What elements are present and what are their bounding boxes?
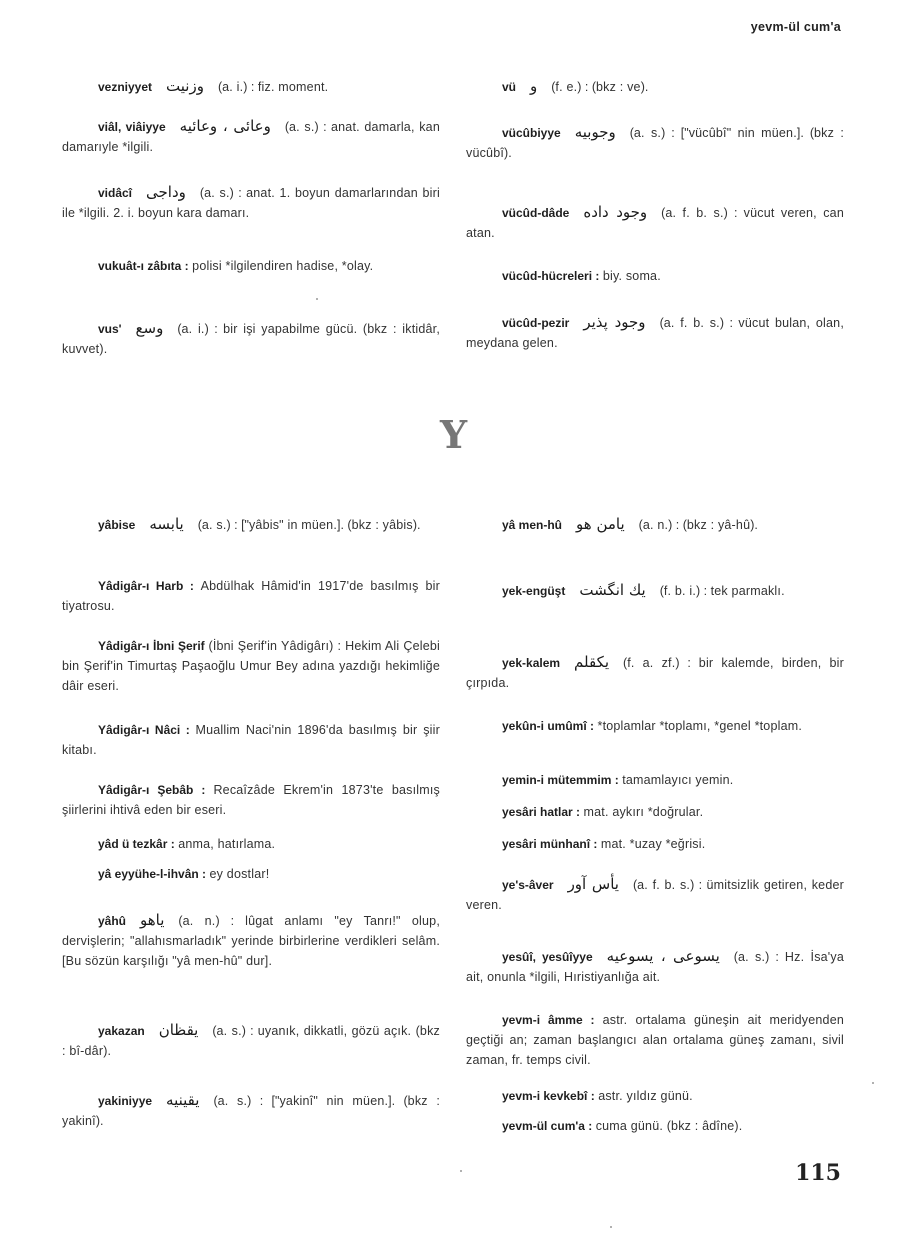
definition: astr. yıldız günü. — [598, 1089, 693, 1103]
definition: astr. ortalama güneşin ait meridyenden geçtiği an; zaman başlangıcı alan ortalama güneş zamanı, sivil zaman, fr. temps civil. — [466, 1013, 845, 1067]
headword: yâd ü tezkâr : — [98, 837, 175, 851]
headword: vezniyyet — [98, 80, 153, 94]
arabic-script: وداجى — [146, 183, 186, 201]
scan-speck — [610, 1226, 612, 1228]
running-head: yevm-ül cum'a — [750, 20, 841, 34]
arabic-script: يابسه — [149, 515, 184, 533]
arabic-script: يقظان — [158, 1021, 199, 1039]
arabic-script: ياهو — [140, 911, 165, 929]
headword: yesâri münhanî : — [502, 837, 598, 851]
headword: yakiniyye — [98, 1094, 153, 1108]
headword: vidâcî — [98, 186, 133, 200]
arabic-script: وجود داده — [583, 203, 648, 221]
headword: Yâdigâr-ı Nâci : — [98, 723, 190, 737]
headword: ye's-âver — [502, 878, 554, 892]
headword: yek-engüşt — [502, 584, 566, 598]
definition: (f. a. zf.) : bir kalemde, birden, bir çırpıda. — [466, 656, 844, 690]
definition: biy. soma. — [602, 269, 661, 283]
dictionary-entry — [62, 1090, 440, 1131]
definition: (a. s.) : ["yakinî" nin müen.]. (bkz : yakinî). — [62, 1094, 440, 1128]
definition: (a. s.) : ["yâbis" in müen.]. (bkz : yâbis). — [197, 518, 421, 532]
dictionary-entry — [466, 802, 844, 822]
dictionary-entry — [466, 312, 844, 353]
arabic-script: يامن هو — [576, 515, 625, 533]
headword: Yâdigâr-ı İbni Şerif — [98, 639, 205, 653]
arabic-script: وجوبيه — [574, 123, 616, 141]
arabic-script: يأس آور — [567, 875, 619, 893]
headword: vücûd-pezir — [502, 316, 570, 330]
arabic-script: وعائى ، وعائيه — [179, 117, 271, 135]
definition: ey dostlar! — [209, 867, 270, 881]
definition: (a. f. b. s.) : vücut veren, can atan. — [466, 206, 844, 240]
dictionary-entry — [62, 834, 440, 854]
headword: yevm-i âmme : — [502, 1013, 595, 1027]
definition: (a. s.) : Hz. İsa'ya ait, onunla *ilgili, Hıristiyanlığa ait. — [466, 950, 844, 984]
headword: vus' — [98, 322, 122, 336]
definition: Recaîzâde Ekrem'in 1873'te basılmış şiirlerini ihtivâ eden bir eseri. — [62, 783, 440, 817]
arabic-script: وزنيت — [166, 77, 204, 95]
headword: vü — [502, 80, 517, 94]
dictionary-entry — [466, 122, 844, 163]
headword: Yâdigâr-ı Şebâb : — [98, 783, 206, 797]
headword: yesûî, yesûîyye — [502, 950, 593, 964]
dictionary-entry — [466, 514, 844, 535]
headword: yâ eyyühe-l-ihvân : — [98, 867, 207, 881]
headword: yâ men-hû — [502, 518, 563, 532]
definition: (a. s.) : anat. damarla, kan damarıyle *ilgili. — [62, 120, 440, 154]
headword: vücûd-hücreleri : — [502, 269, 600, 283]
headword: yesâri hatlar : — [502, 805, 581, 819]
dictionary-entry — [62, 910, 440, 971]
definition: (a. f. b. s.) : ümitsizlik getiren, keder veren. — [466, 878, 845, 912]
definition: tamamlayıcı yemin. — [622, 773, 734, 787]
headword: yevm-i kevkebî : — [502, 1089, 595, 1103]
headword: viâl, viâiyye — [98, 120, 166, 134]
definition: (a. n.) : (bkz : yâ-hû). — [638, 518, 758, 532]
definition: (a. n.) : lûgat anlamı "ey Tanrı!" olup, dervişlerin; "allahısmarladık" yerinde birbirlerine verdikleri selâm. [Bu sözün karşılığı "yâ men-hû" dur]. — [62, 914, 440, 968]
definition: polisi *ilgilendiren hadise, *olay. — [192, 259, 374, 273]
definition: (f. b. i.) : tek parmaklı. — [659, 584, 785, 598]
headword: yakazan — [98, 1024, 145, 1038]
dictionary-entry — [466, 266, 844, 286]
definition: mat. *uzay *eğrisi. — [600, 837, 706, 851]
definition: (a. i.) : fiz. moment. — [217, 80, 329, 94]
arabic-script: وسع — [135, 319, 164, 337]
dictionary-entry — [62, 514, 440, 535]
definition: Muallim Naci'nin 1896'da basılmış bir şiir kitabı. — [62, 723, 440, 757]
definition: (f. e.) : (bkz : ve). — [551, 80, 649, 94]
dictionary-entry — [466, 946, 844, 987]
dictionary-entry — [466, 1086, 844, 1106]
headword: yâhû — [98, 914, 127, 928]
definition: mat. aykırı *doğrular. — [583, 805, 704, 819]
page-number: 115 — [795, 1160, 841, 1186]
dictionary-entry — [466, 1116, 844, 1136]
dictionary-entry — [466, 874, 844, 915]
headword: yevm-ül cum'a : — [502, 1119, 593, 1133]
arabic-script: يسوعى ، يسوعيه — [606, 947, 720, 965]
definition: (a. s.) : anat. 1. boyun damarlarından biri ile *ilgili. 2. i. boyun kara damarı. — [62, 186, 440, 220]
dictionary-entry — [466, 580, 844, 601]
dictionary-entry — [466, 834, 844, 854]
headword: vukuât-ı zâbıta : — [98, 259, 189, 273]
definition: anma, hatırlama. — [178, 837, 276, 851]
arabic-script: و — [530, 77, 538, 95]
section-letter: Y — [440, 412, 468, 457]
dictionary-entry — [466, 770, 844, 790]
scan-speck — [872, 1082, 874, 1084]
definition: Abdülhak Hâmid'in 1917'de basılmış bir tiyatrosu. — [62, 579, 440, 613]
headword: yâbise — [98, 518, 136, 532]
dictionary-entry — [466, 76, 844, 97]
definition: cuma günü. (bkz : âdîne). — [595, 1119, 743, 1133]
dictionary-entry — [62, 182, 440, 223]
headword: yekûn-i umûmî : — [502, 719, 595, 733]
dictionary-entry — [466, 652, 844, 693]
dictionary-entry — [466, 1010, 844, 1070]
headword: vücûbiyye — [502, 126, 561, 140]
definition: (a. i.) : bir işi yapabilme gücü. (bkz : iktidâr, kuvvet). — [62, 322, 440, 356]
headword: yemin-i mütemmim : — [502, 773, 619, 787]
definition: *toplamlar *toplamı, *genel *toplam. — [597, 719, 803, 733]
dictionary-entry — [62, 636, 440, 696]
definition: (a. s.) : uyanık, dikkatli, gözü açık. (bkz : bî-dâr). — [62, 1024, 440, 1058]
definition: (İbni Şerif'in Yâdigârı) : Hekim Ali Çelebi bin Şerif'in Timurtaş Paşaoğlu Umur Bey adına yazdığı hekimliğe dâir eseri. — [62, 639, 440, 693]
dictionary-entry — [62, 76, 440, 97]
dictionary-entry — [62, 864, 440, 884]
dictionary-entry — [466, 202, 844, 243]
headword: Yâdigâr-ı Harb : — [98, 579, 194, 593]
headword: vücûd-dâde — [502, 206, 570, 220]
dictionary-entry — [62, 256, 440, 276]
arabic-script: يقينيه — [166, 1091, 200, 1109]
dictionary-entry — [62, 576, 440, 616]
definition: (a. f. b. s.) : vücut bulan, olan, meydana gelen. — [466, 316, 845, 350]
dictionary-entry — [466, 716, 844, 736]
dictionary-entry — [62, 780, 440, 820]
arabic-script: وجود پذير — [583, 313, 646, 331]
dictionary-entry — [62, 1020, 440, 1061]
scan-speck — [460, 1170, 462, 1172]
dictionary-entry — [62, 318, 440, 359]
definition: (a. s.) : ["vücûbî" nin müen.]. (bkz : vücûbî). — [466, 126, 844, 160]
headword: yek-kalem — [502, 656, 561, 670]
scan-speck — [316, 298, 318, 300]
dictionary-entry — [62, 116, 440, 157]
arabic-script: يكقلم — [574, 653, 610, 671]
dictionary-entry — [62, 720, 440, 760]
arabic-script: يك انگشت — [579, 581, 646, 599]
